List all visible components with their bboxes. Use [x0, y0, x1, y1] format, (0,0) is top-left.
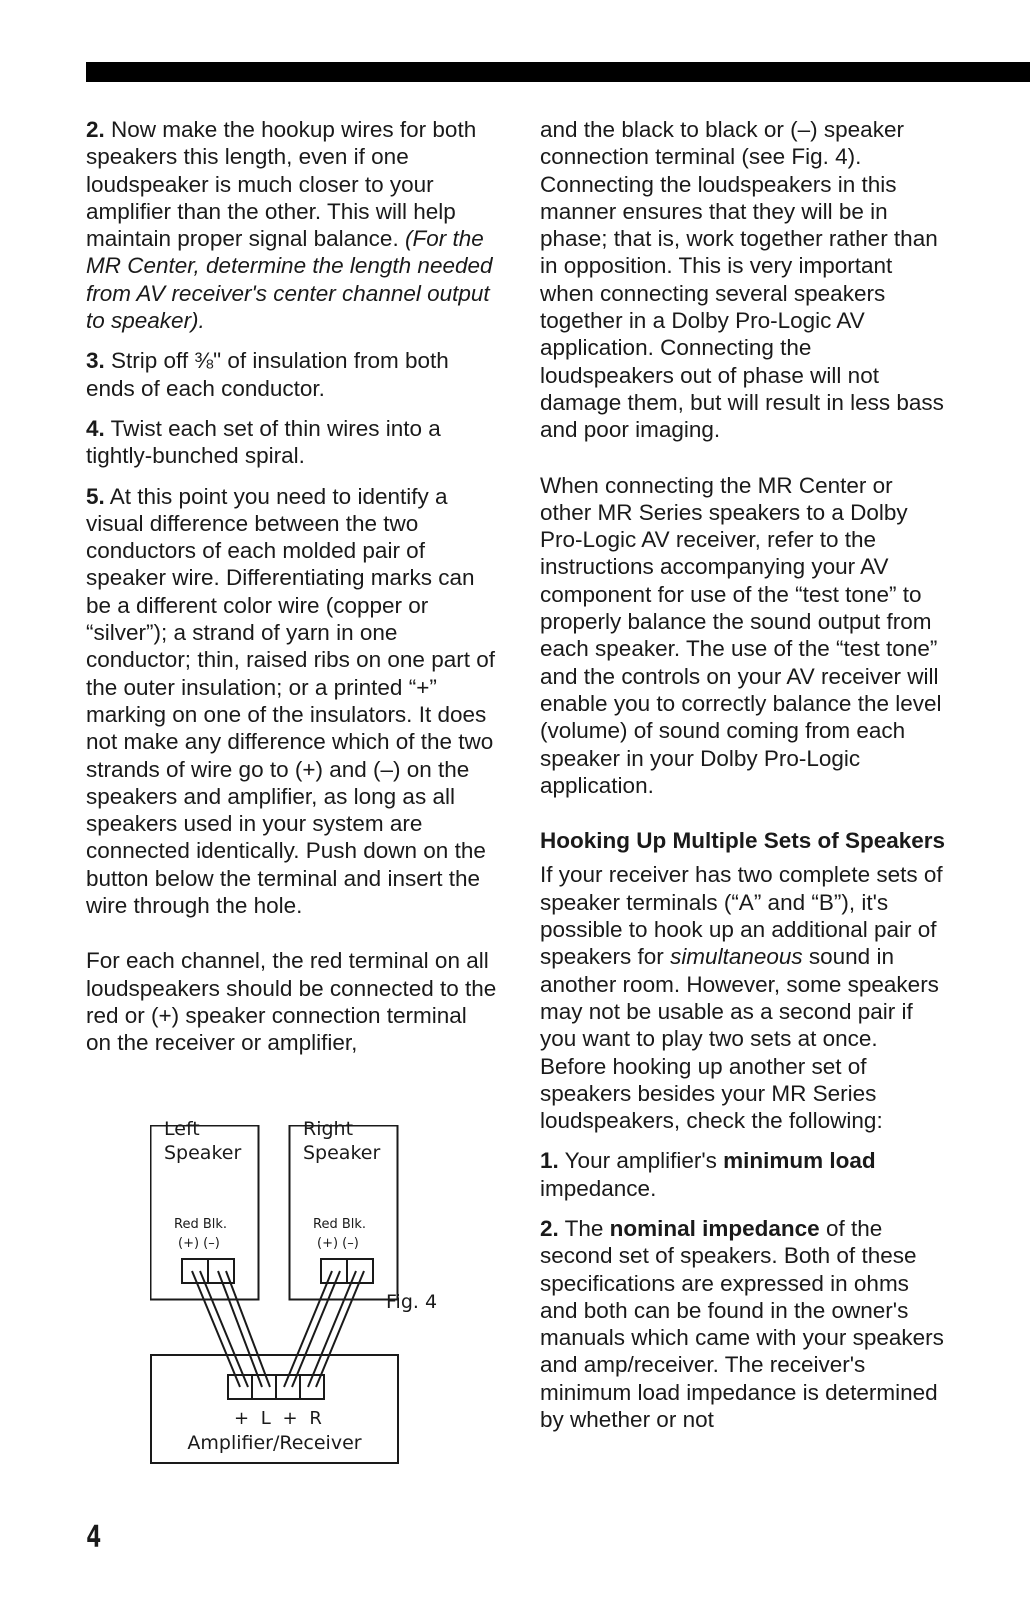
left-speaker-label: Left Speaker — [164, 1118, 242, 1164]
header-rule — [86, 62, 1030, 82]
item-2: 2. The nominal impedance of the second set of speakers. Both of these specifications are expressed in ohms and both can be found in the owner's manuals which came with your speakers and amp/receiver. The receiver's minimum load impedance is determined by whether or not — [540, 1215, 944, 1433]
step-3: 3. Strip off ⅜" of insulation from both ends of each conductor. — [86, 348, 449, 401]
figure-caption: Fig. 4 — [386, 1291, 438, 1313]
page-number: 4 — [86, 1520, 102, 1555]
right-column — [540, 116, 950, 1446]
step-5: 5. At this point you need to identify a visual difference between the two conductors of each molded pair of speaker wire. Differentiating marks can be a different color wire (copper or “silver”); a strand of yarn in one conductor; thin, raised ribs on one part of the outer insulation; or a printed “+” marking on one of the insulators. It does not make any difference which of the two strands of wire go to (+) and (–) on the speakers and amplifier, as long as all speakers used in your system are connected identically. Push down on the button below the terminal and insert the wire through the hole. — [86, 483, 495, 919]
right-speaker-label: Right Speaker — [303, 1118, 381, 1164]
item-1: 1. Your amplifier's minimum load impedance. — [540, 1148, 876, 1201]
paragraph-multiple-sets: If your receiver has two complete sets of speaker terminals (“A” and “B”), it's possible to hook up an additional pair of speakers for simultaneous sound in another room. However, some speakers may not be usable as a second pair if you want to play two sets at once. Before hooking up another set of speakers besides your MR Series loudspeakers, check the following: — [540, 862, 943, 1134]
paragraph-channel: For each channel, the red terminal on all loudspeakers should be connected to the red or (+) speaker connection terminal on the receiver or amplifier, — [86, 948, 497, 1056]
wiring-diagram — [150, 1118, 470, 1470]
amp-terminal-labels: + L + R — [234, 1408, 322, 1429]
left-polarity: (+) (–) — [178, 1236, 220, 1251]
step-4: 4. Twist each set of thin wires into a tightly-bunched spiral. — [86, 415, 441, 469]
right-polarity: (+) (–) — [317, 1236, 359, 1251]
paragraph-test-tone: When connecting the MR Center or other MR Series speakers to a Dolby Pro-Logic AV receiver, refer to the instructions accompanying your AV component for use of the “test tone” to properly balance the sound output from each speaker. The use of the “test tone” and the controls on your AV receiver will enable you to correctly balance the level (volume) of sound coming from each speaker in your Dolby Pro-Logic application. — [540, 472, 942, 798]
left-column — [86, 116, 498, 1070]
amplifier-label: Amplifier/Receiver — [187, 1432, 362, 1454]
paragraph-phase: and the black to black or (–) speaker connection terminal (see Fig. 4). Connecting the loudspeakers in this manner ensures that they will be in phase; that is, work together rather than in opposition. This is very important when connecting several speakers together in a Dolby Pro-Logic AV application. Connecting the loudspeakers out of phase will not damage them, but will result in less bass and poor imaging. — [540, 117, 944, 443]
right-terminal-label: Red Blk. — [313, 1217, 367, 1232]
step-2: 2. Now make the hookup wires for both speakers this length, even if one loudspeaker is much closer to your amplifier than the other. This will help maintain proper signal balance. (For the MR Center, determine the length needed from AV receiver's center channel output to speaker). — [86, 117, 493, 334]
left-terminal-label: Red Blk. — [174, 1217, 228, 1232]
section-heading: Hooking Up Multiple Sets of Speakers — [540, 828, 946, 854]
